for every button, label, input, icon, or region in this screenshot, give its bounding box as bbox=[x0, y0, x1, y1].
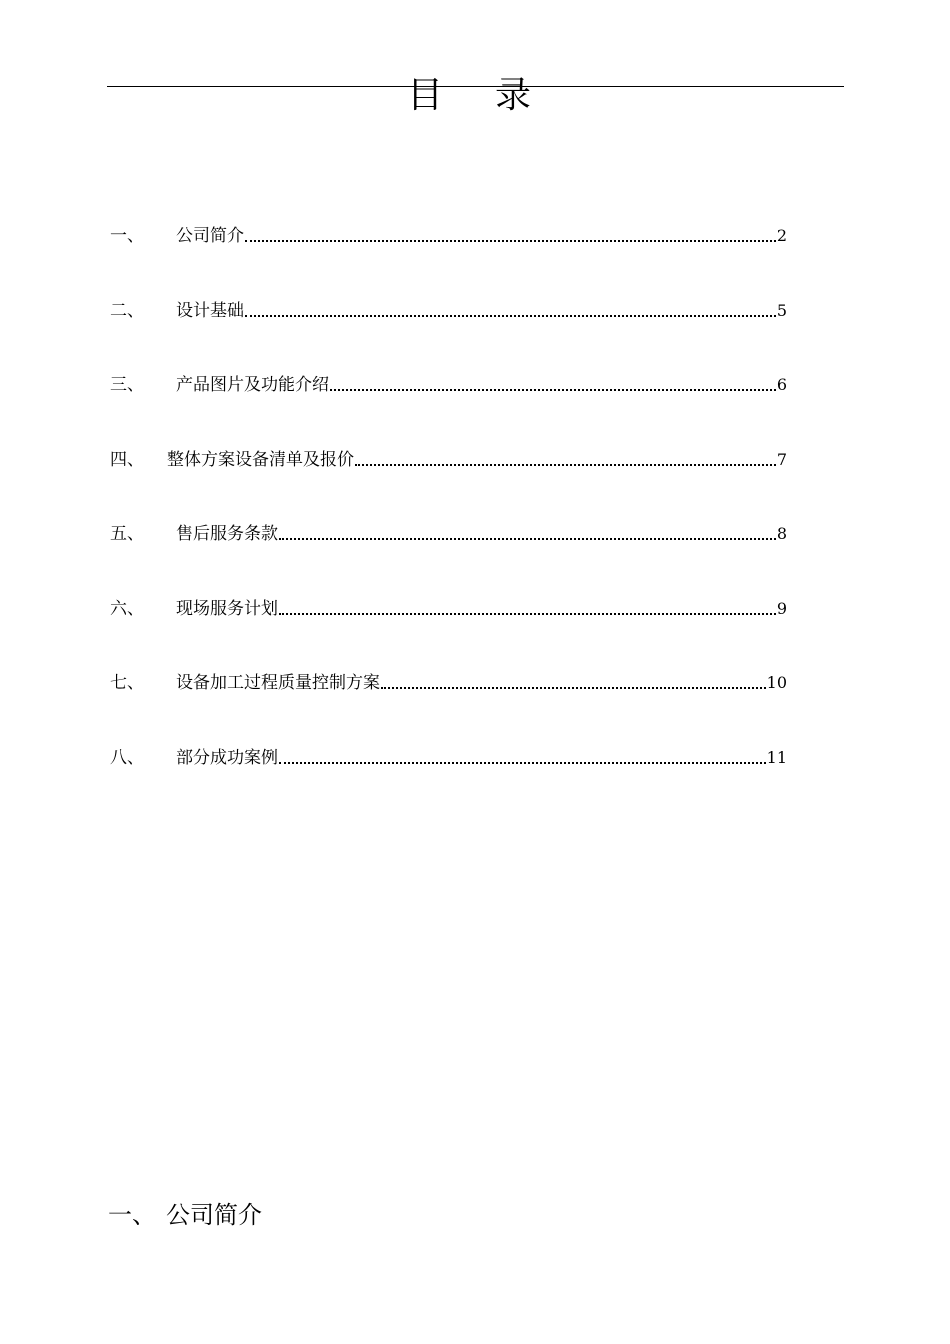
toc-entry-label: 现场服务计划 bbox=[176, 598, 278, 619]
toc-entry-label: 售后服务条款 bbox=[176, 524, 278, 544]
toc-entry-number: 五、 bbox=[110, 524, 144, 544]
toc-entry-number: 七、 bbox=[110, 673, 144, 693]
toc-entry-4[interactable] bbox=[110, 448, 787, 472]
toc-entry-1[interactable] bbox=[110, 224, 787, 248]
toc-entry-page: 5 bbox=[776, 300, 787, 320]
toc-dot-leader bbox=[355, 464, 776, 466]
toc-dot-leader bbox=[330, 389, 776, 391]
toc-entry-3[interactable] bbox=[110, 373, 787, 397]
section-number: 一、 bbox=[108, 1201, 156, 1229]
toc-entry-page: 8 bbox=[776, 524, 787, 543]
table-of-contents bbox=[110, 224, 787, 820]
toc-entry-label: 产品图片及功能介绍 bbox=[176, 375, 329, 395]
toc-entry-page: 2 bbox=[776, 226, 787, 245]
toc-dot-leader bbox=[381, 687, 766, 689]
toc-dot-leader bbox=[245, 315, 776, 317]
toc-entry-number: 四、 bbox=[110, 449, 144, 470]
toc-entry-page: 7 bbox=[776, 449, 787, 469]
toc-entry-label: 设计基础 bbox=[176, 300, 244, 321]
toc-entry-5[interactable] bbox=[110, 522, 787, 546]
toc-dot-leader bbox=[279, 762, 766, 764]
toc-entry-label: 公司简介 bbox=[176, 226, 244, 246]
toc-entry-8[interactable] bbox=[110, 746, 787, 770]
toc-dot-leader bbox=[245, 240, 776, 242]
toc-entry-number: 二、 bbox=[110, 300, 144, 321]
toc-entry-number: 三、 bbox=[110, 375, 144, 395]
toc-entry-page: 11 bbox=[766, 747, 787, 767]
section-heading bbox=[108, 1198, 262, 1232]
toc-entry-page: 10 bbox=[766, 673, 787, 692]
toc-entry-number: 一、 bbox=[110, 226, 144, 246]
toc-entry-label: 设备加工过程质量控制方案 bbox=[176, 673, 380, 693]
toc-dot-leader bbox=[279, 613, 776, 615]
toc-entry-7[interactable] bbox=[110, 671, 787, 695]
toc-entry-number: 六、 bbox=[110, 598, 144, 619]
toc-entry-6[interactable] bbox=[110, 597, 787, 621]
toc-entry-label: 整体方案设备清单及报价 bbox=[167, 449, 354, 470]
toc-entry-2[interactable] bbox=[110, 299, 787, 323]
toc-entry-page: 9 bbox=[776, 598, 787, 618]
toc-entry-number: 八、 bbox=[110, 747, 144, 768]
toc-dot-leader bbox=[279, 538, 776, 540]
toc-title: 目录 bbox=[406, 75, 583, 116]
toc-entry-page: 6 bbox=[776, 375, 787, 394]
section-title: 公司简介 bbox=[166, 1201, 262, 1229]
toc-entry-label: 部分成功案例 bbox=[176, 747, 278, 768]
